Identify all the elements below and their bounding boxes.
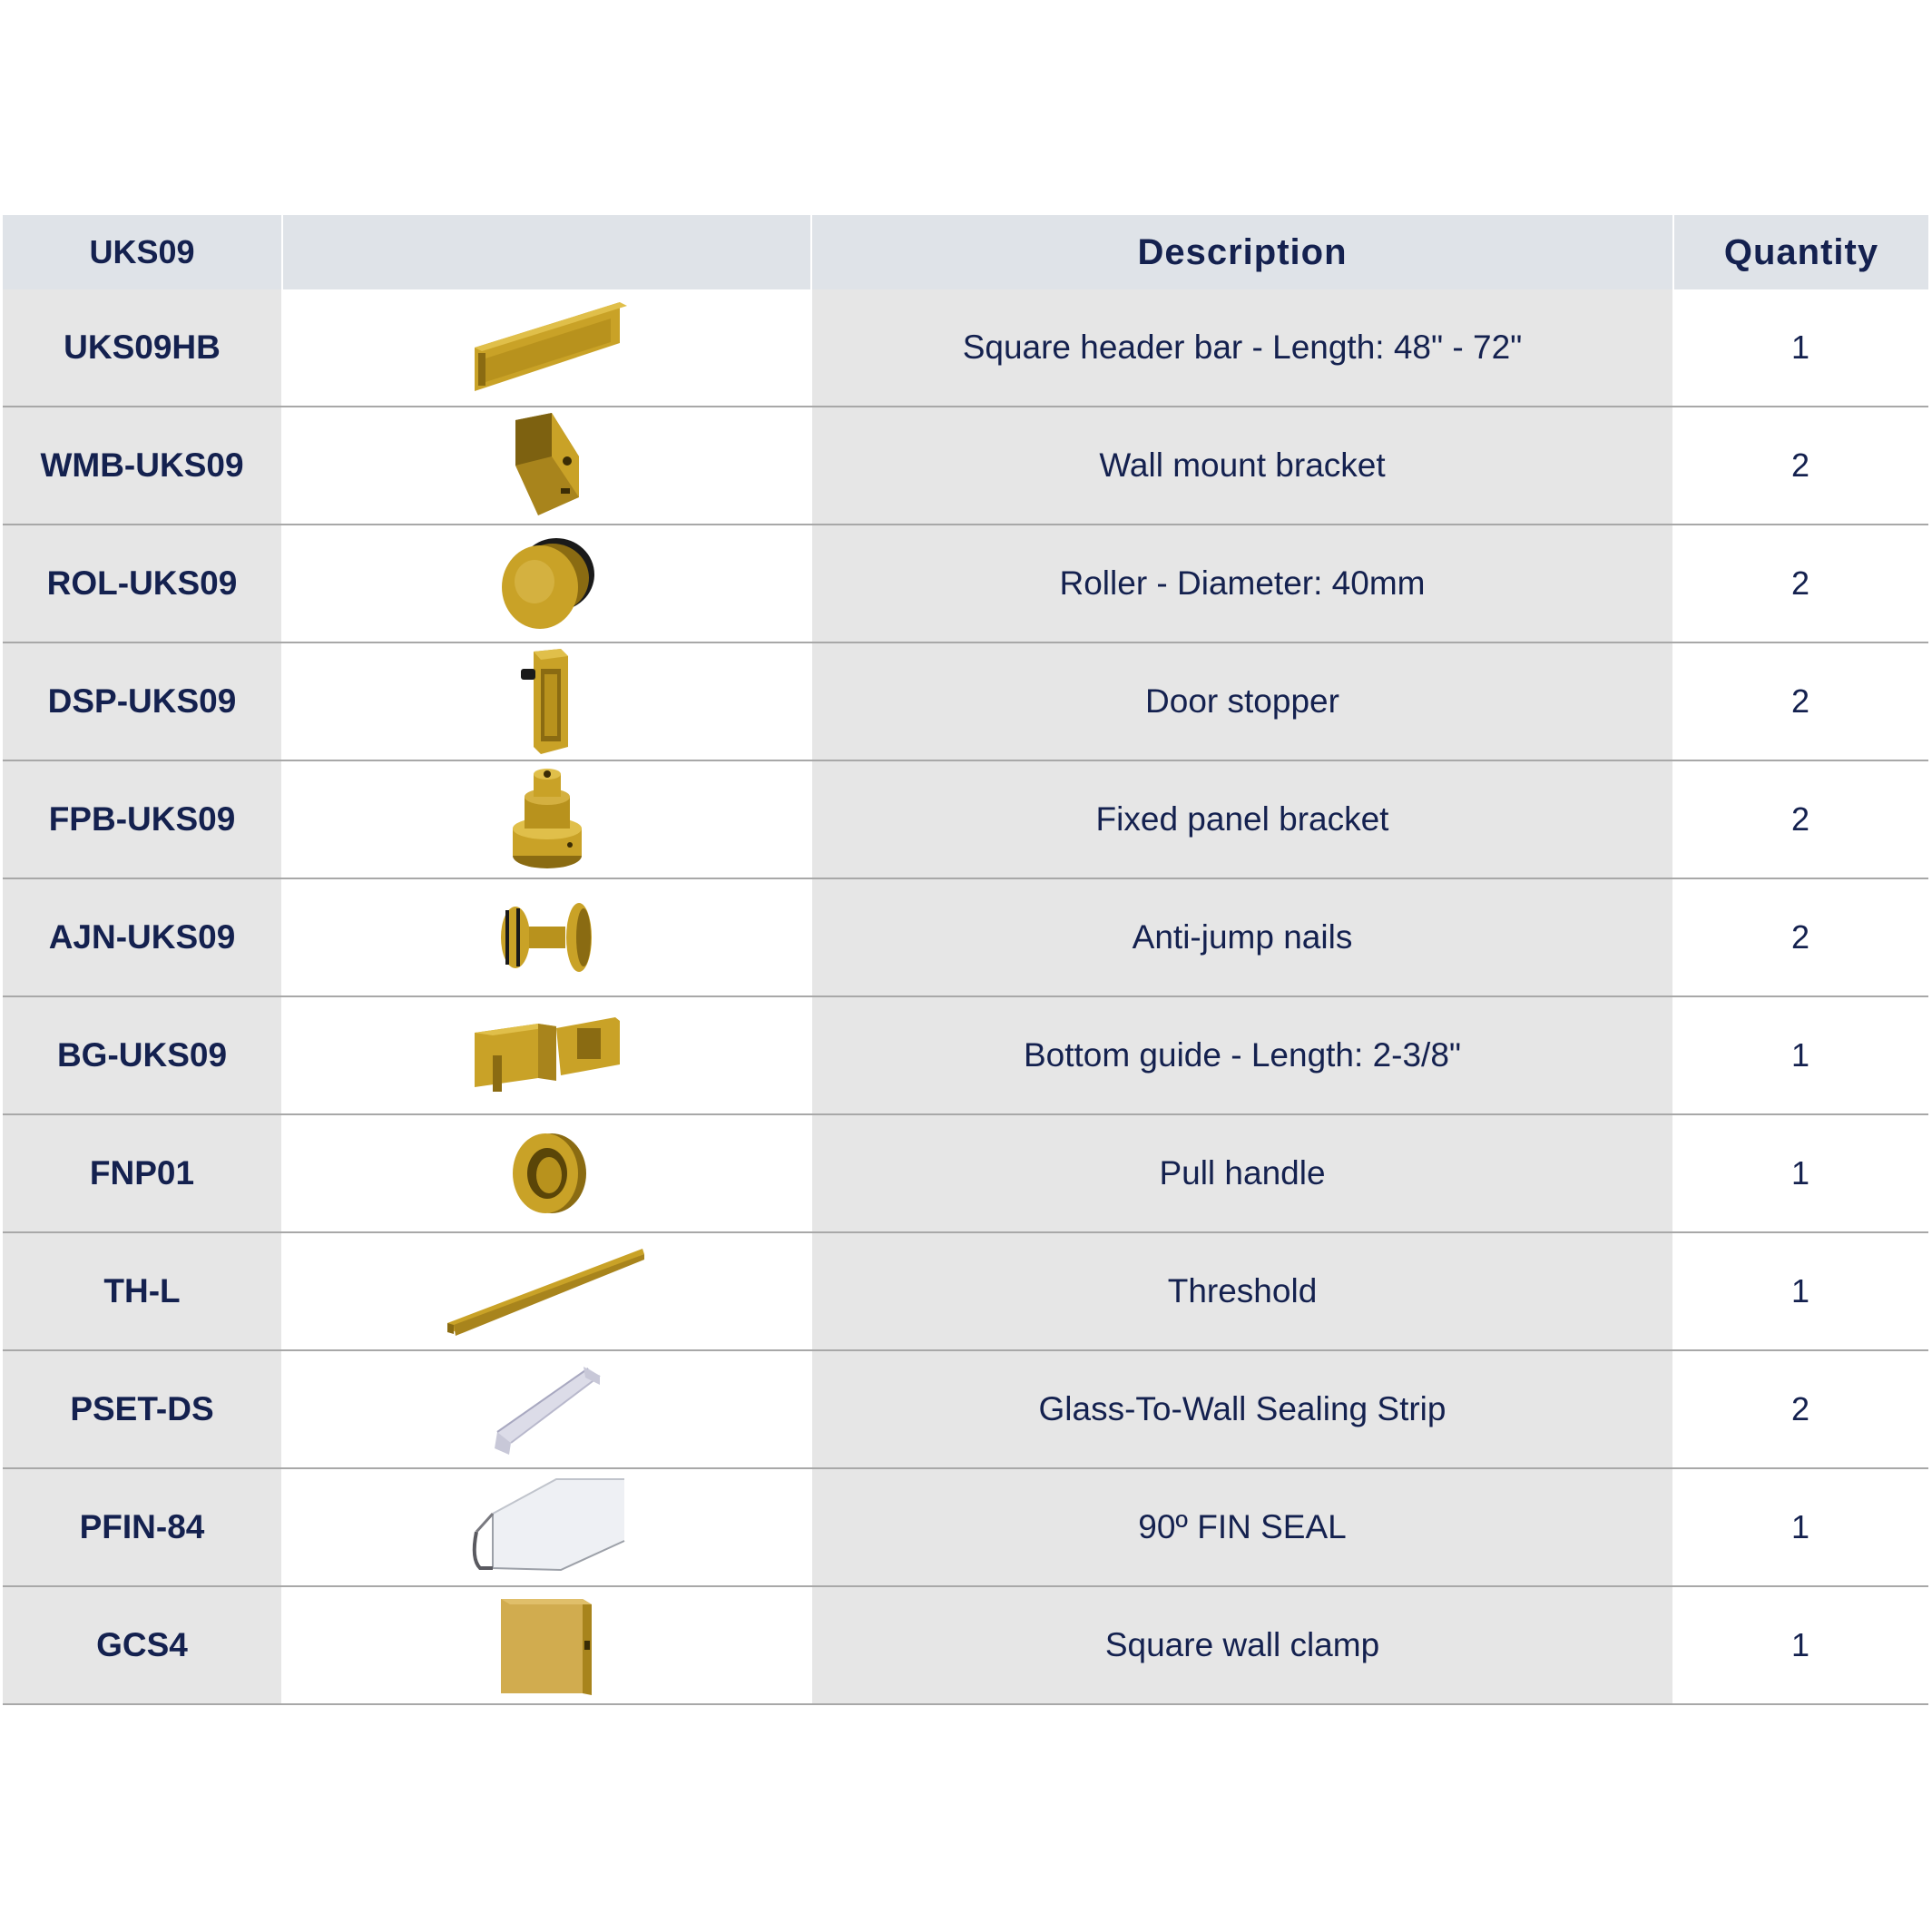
part-code: GCS4 — [3, 1587, 281, 1703]
part-quantity: 2 — [1672, 761, 1928, 878]
part-quantity: 1 — [1672, 997, 1928, 1113]
part-image — [281, 1351, 812, 1467]
anti-jump-nails-icon — [493, 892, 602, 983]
part-code: PFIN-84 — [3, 1469, 281, 1585]
wall-mount-bracket-icon — [502, 411, 593, 520]
bottom-guide-icon — [470, 1010, 624, 1101]
part-quantity: 2 — [1672, 525, 1928, 642]
part-quantity: 1 — [1672, 1587, 1928, 1703]
part-code: FNP01 — [3, 1115, 281, 1231]
part-description: Pull handle — [812, 1115, 1672, 1231]
part-description: Threshold — [812, 1233, 1672, 1349]
part-description: Square wall clamp — [812, 1587, 1672, 1703]
part-description: Bottom guide - Length: 2-3/8" — [812, 997, 1672, 1113]
header-bar-icon — [466, 293, 629, 402]
header-quantity: Quantity — [1672, 215, 1928, 289]
part-quantity: 2 — [1672, 643, 1928, 760]
part-description: Fixed panel bracket — [812, 761, 1672, 878]
table-header-row — [3, 215, 1928, 289]
part-quantity: 1 — [1672, 1115, 1928, 1231]
part-quantity: 2 — [1672, 407, 1928, 524]
part-image — [281, 761, 812, 878]
door-stopper-icon — [515, 647, 579, 756]
part-code: PSET-DS — [3, 1351, 281, 1467]
table-row — [3, 879, 1928, 997]
table-row — [3, 643, 1928, 761]
parts-table — [3, 215, 1928, 1705]
part-image — [281, 643, 812, 760]
sealing-strip-icon — [484, 1359, 611, 1459]
table-row — [3, 525, 1928, 643]
part-code: BG-UKS09 — [3, 997, 281, 1113]
part-image — [281, 1233, 812, 1349]
part-quantity: 2 — [1672, 879, 1928, 995]
part-image — [281, 1469, 812, 1585]
part-code: ROL-UKS09 — [3, 525, 281, 642]
part-description: Anti-jump nails — [812, 879, 1672, 995]
part-image — [281, 1587, 812, 1703]
table-row — [3, 1587, 1928, 1705]
threshold-icon — [443, 1241, 652, 1341]
part-code: FPB-UKS09 — [3, 761, 281, 878]
fixed-panel-bracket-icon — [506, 765, 588, 874]
table-row — [3, 1233, 1928, 1351]
part-image — [281, 1115, 812, 1231]
part-image — [281, 997, 812, 1113]
part-image — [281, 525, 812, 642]
header-code: UKS09 — [3, 215, 281, 289]
wall-clamp-icon — [497, 1594, 597, 1698]
part-code: UKS09HB — [3, 289, 281, 406]
part-description: Square header bar - Length: 48" - 72" — [812, 289, 1672, 406]
table-row — [3, 1469, 1928, 1587]
part-quantity: 1 — [1672, 1233, 1928, 1349]
part-description: Glass-To-Wall Sealing Strip — [812, 1351, 1672, 1467]
part-description: Roller - Diameter: 40mm — [812, 525, 1672, 642]
header-description: Description — [812, 215, 1672, 289]
table-row — [3, 1115, 1928, 1233]
part-description: Door stopper — [812, 643, 1672, 760]
table-row — [3, 1351, 1928, 1469]
part-description: Wall mount bracket — [812, 407, 1672, 524]
part-quantity: 2 — [1672, 1351, 1928, 1467]
part-code: AJN-UKS09 — [3, 879, 281, 995]
part-image — [281, 289, 812, 406]
part-description: 90º FIN SEAL — [812, 1469, 1672, 1585]
part-quantity: 1 — [1672, 1469, 1928, 1585]
pull-handle-icon — [502, 1128, 593, 1219]
part-image — [281, 407, 812, 524]
part-code: TH-L — [3, 1233, 281, 1349]
table-row — [3, 407, 1928, 525]
part-code: WMB-UKS09 — [3, 407, 281, 524]
table-row — [3, 289, 1928, 407]
header-image — [281, 215, 812, 289]
roller-icon — [493, 529, 602, 638]
table-row — [3, 761, 1928, 879]
part-code: DSP-UKS09 — [3, 643, 281, 760]
table-row — [3, 997, 1928, 1115]
fin-seal-icon — [466, 1477, 629, 1577]
part-quantity: 1 — [1672, 289, 1928, 406]
part-image — [281, 879, 812, 995]
